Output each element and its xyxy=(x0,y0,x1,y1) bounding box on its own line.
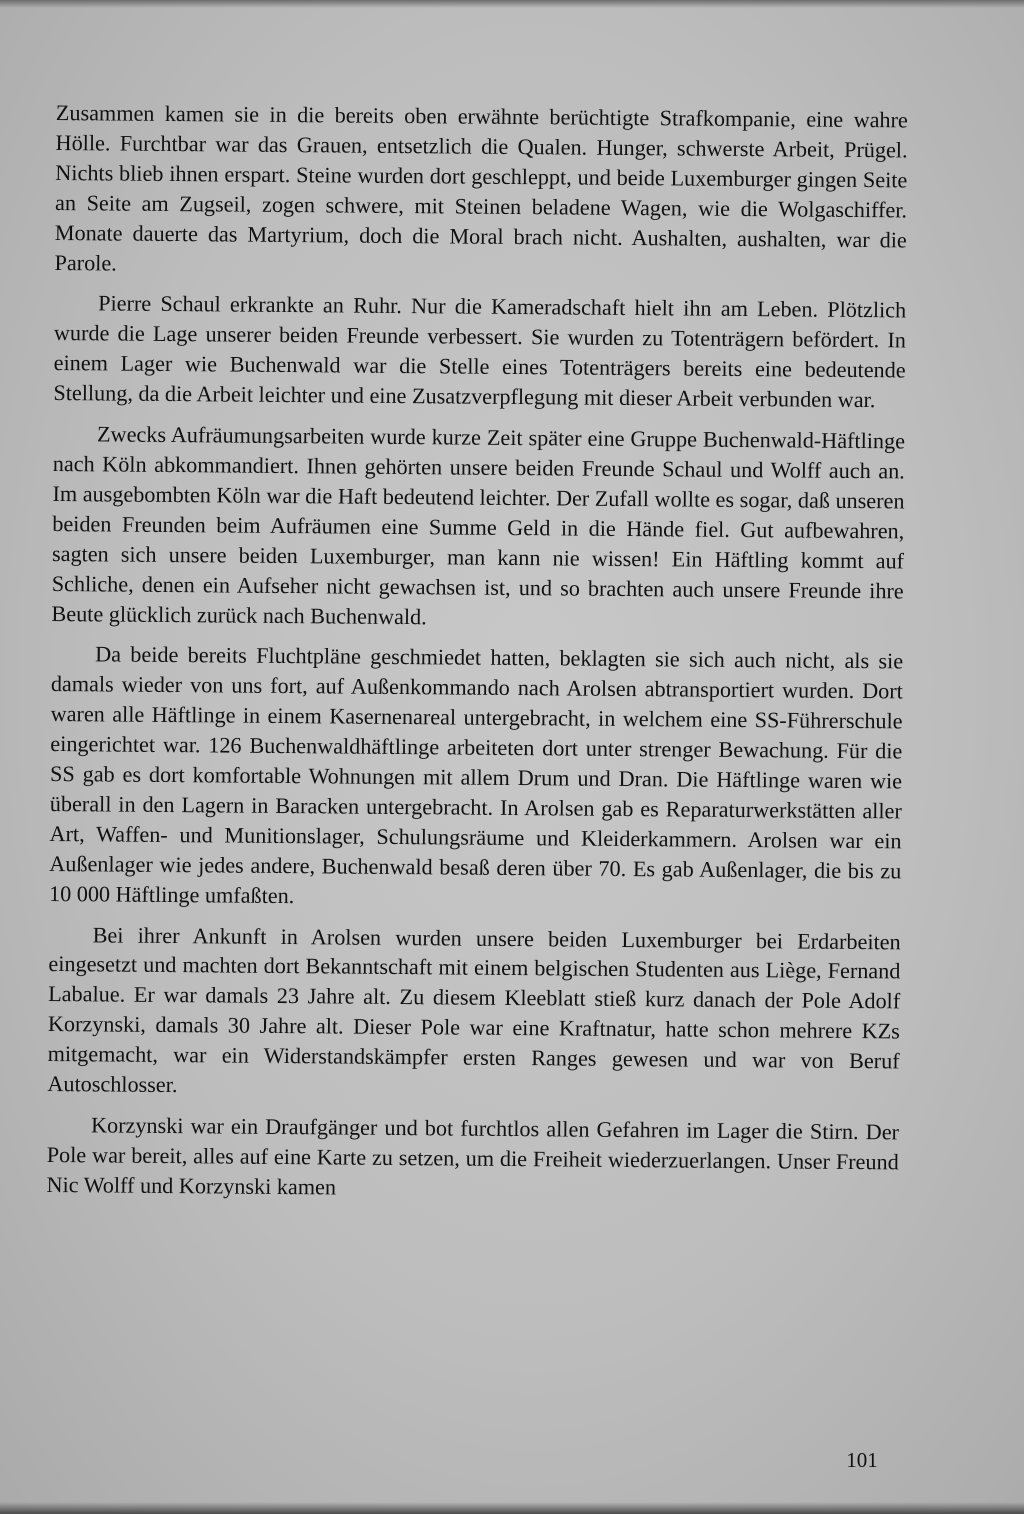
body-text xyxy=(46,98,908,1218)
paragraph-arolsen: Da beide bereits Fluchtpläne geschmiedet hatten, beklagten sie sich auch nicht, als sie damals wieder von uns fort, auf Außenkommando nach Arolsen abtransportiert wurden. Dort waren alle Häftlinge in einem Kasernenareal untergebracht, in welchem eine SS-Führerschule eingerichtet war. 126 Buchenwaldhäftlinge arbeiteten dort unter strenger Bewachung. Für die SS gab es dort komfortable Wohnungen mit allem Drum und Dran. Die Häftlinge waren wie überall in den Lagern in Baracken untergebracht. In Arolsen gab es Reparaturwerkstätten aller Art, Waffen- und Munitionslager, Schulungsräume und Kleiderkammern. Arolsen war ein Außenlager wie jedes andere, Buchenwald besaß deren über 70. Es gab Außenlager, die bis zu 10 000 Häftlinge umfaßten. xyxy=(48,641,904,908)
page-number: 101 xyxy=(846,1448,878,1472)
paragraph-korzynski: Korzynski war ein Draufgänger und bot furchtlos allen Gefahren im Lager die Stirn. Der Pole war bereit, alles auf eine Karte zu setzen, um die Freiheit wiederzuerlangen. Unser Freund Nic Wolff und Korzynski kamen xyxy=(46,1112,900,1200)
paragraph-koeln: Zwecks Aufräumungsarbeiten wurde kurze Zeit später eine Gruppe Buchenwald-Häftlinge nach Köln abkommandiert. Ihnen gehörten unsere beiden Freunde Schaul und Wolff auch an. Im ausgebombten Köln war die Haft bedeutend leichter. Der Zufall wollte es sogar, daß unseren beiden Freunden beim Aufräumen eine Summe Geld in die Hände fiel. Gut aufbewahren, sagten sich unsere beiden Luxemburger, man kann nie wissen! Ein Häftling kommt auf Schliche, denen ein Aufseher nicht gewachsen ist, und so brachten auch unsere Freunde ihre Beute glücklich zurück nach Buchenwald. xyxy=(51,421,906,629)
paragraph-strafkompanie: Zusammen kamen sie in die bereits oben erwähnte berüchtigte Strafkompanie, eine wahre Hölle. Furchtbar war das Grauen, entsetzlich die Qualen. Hunger, schwerste Arbeit, Prügel. Nichts blieb ihnen erspart. Steine wurden dort geschleppt, und beide Luxemburger gingen Seite an Seite am Zugseil, zogen schwere, mit Steinen beladene Wagen, wie die Wolgaschiffer. Monate dauerte das Martyrium, doch die Moral brach nicht. Aushalten, aushalten, war die Parole. xyxy=(54,99,908,276)
scan-shadow-bottom xyxy=(0,1502,1024,1514)
paragraph-labalue-korzynski: Bei ihrer Ankunft in Arolsen wurden unsere beiden Luxemburger bei Erdarbeiten eingesetzt und machten dort Bekanntschaft mit einem belgischen Studenten aus Liège, Fernand Labalue. Er war damals 23 Jahre alt. Zu diesem Kleeblatt stieß kurz danach der Pole Adolf Korzynski, damals 30 Jahre alt. Dieser Pole war eine Kraftnatur, hatte schon mehrere KZs mitgemacht, war ein Widerstandskämpfer ersten Ranges gewesen und war von Beruf Autoschlosser. xyxy=(47,921,901,1098)
paragraph-totentraeger: Pierre Schaul erkrankte an Ruhr. Nur die Kameradschaft hielt ihn am Leben. Plötzlich wurde die Lage unserer beiden Freunde verbessert. Sie wurden zu Totenträgern befördert. In einem Lager wie Buchenwald war die Stelle eines Totenträgers bereits eine bedeutende Stellung, da die Arbeit leichter und eine Zusatzverpflegung mit dieser Arbeit verbunden war. xyxy=(53,290,907,413)
scan-shadow-top xyxy=(0,0,1024,8)
